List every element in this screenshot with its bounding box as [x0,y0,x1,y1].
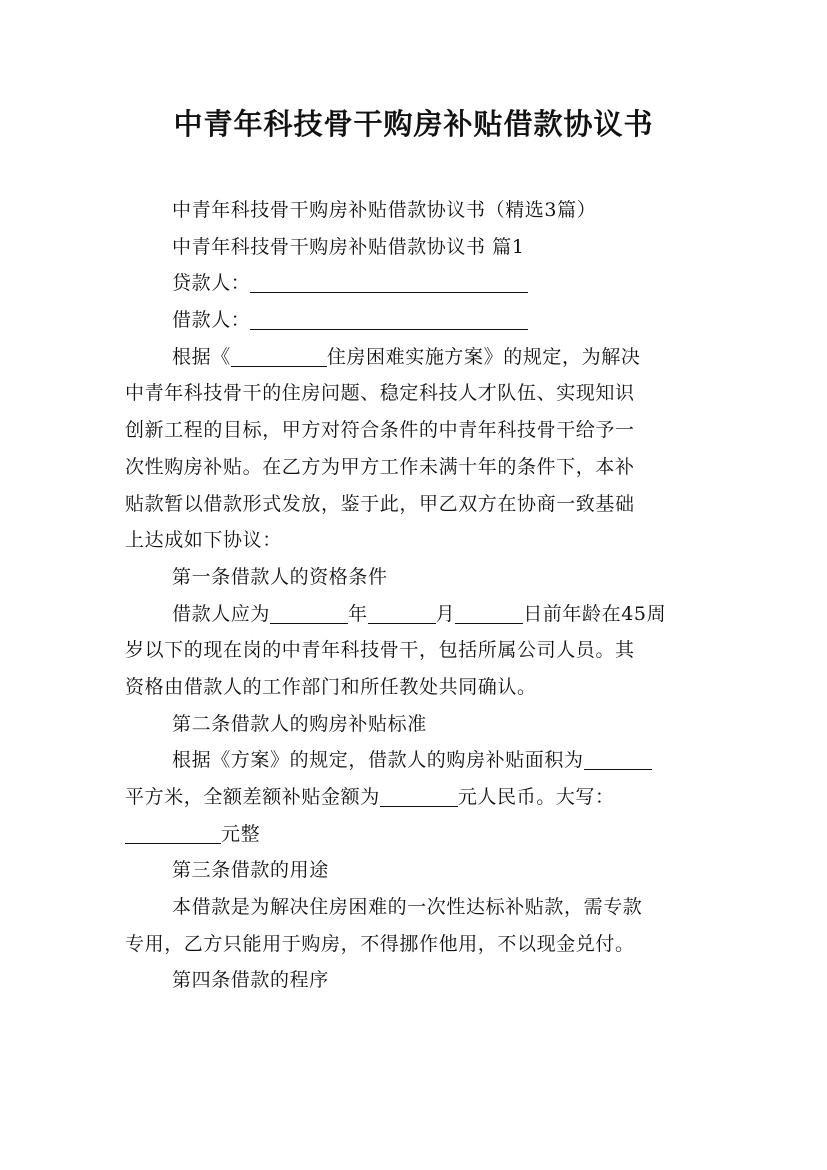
paragraph-line: 岁以下的现在岗的中青年科技骨干，包括所属公司人员。其 [125,639,635,662]
borrower-line [125,302,710,339]
paragraph-line: 贴款暂以借款形式发放，鉴于此，甲乙双方在协商一致基础 [125,492,635,515]
paragraph-line [125,742,710,779]
text-run: 元人民币。大写： [457,786,615,808]
paragraph-line: 资格由借款人的工作部门和所任教处共同确认。 [125,675,537,698]
text-run: 借款人应为 [172,602,271,625]
text-run: 日前年龄在45周 [523,602,667,625]
article-4-heading: 第四条借款的程序 [172,969,329,992]
text-run: 根据《方案》的规定，借款人的购房补贴面积为 [172,749,584,772]
borrower-label: 借款人： [172,309,251,332]
lender-line [125,265,710,302]
text-run: 根据《 [172,345,231,368]
paragraph-line: 本借款是为解决住房困难的一次性达标补贴款，需专款 [172,896,643,919]
amount-words-blank [125,821,221,844]
subtitle-line: 中青年科技骨干购房补贴借款协议书（精选3篇） [172,199,597,221]
area-blank [584,747,652,770]
paragraph-line [125,339,710,376]
document-title: 中青年科技骨干购房补贴借款协议书 [173,107,654,141]
paragraph-line: 创新工程的目标，甲方对符合条件的中青年科技骨干给予一 [125,419,635,442]
month-blank [368,601,436,624]
paragraph-line [125,596,710,633]
text-run: 年 [348,602,368,625]
part-heading: 中青年科技骨干购房补贴借款协议书 篇1 [172,235,525,258]
article-1-heading: 第一条借款人的资格条件 [172,565,388,588]
paragraph-line: 次性购房补贴。在乙方为甲方工作未满十年的条件下，本补 [125,455,635,478]
paragraph-line: 上达成如下协议： [125,529,282,552]
amount-blank [380,784,458,807]
text-run: 月 [435,602,456,625]
year-blank [270,601,348,624]
text-run: 住房困难实施方案》的规定，为解决 [326,345,641,368]
borrower-blank [250,307,528,330]
day-blank [455,601,523,624]
paragraph-line [125,779,710,816]
paragraph-line [125,816,710,853]
lender-label: 贷款人： [172,272,251,295]
document-body [125,192,710,999]
lender-blank [250,270,528,293]
text-run: 平方米，全额差额补贴金额为 [125,786,380,808]
paragraph-line: 中青年科技骨干的住房问题、稳定科技人才队伍、实现知识 [125,382,635,405]
article-2-heading: 第二条借款人的购房补贴标准 [172,712,427,735]
paragraph-line: 专用，乙方只能用于购房，不得挪作他用，不以现金兑付。 [125,932,635,955]
article-3-heading: 第三条借款的用途 [172,859,329,882]
text-run: 元整 [221,822,261,845]
plan-name-blank [231,344,327,367]
